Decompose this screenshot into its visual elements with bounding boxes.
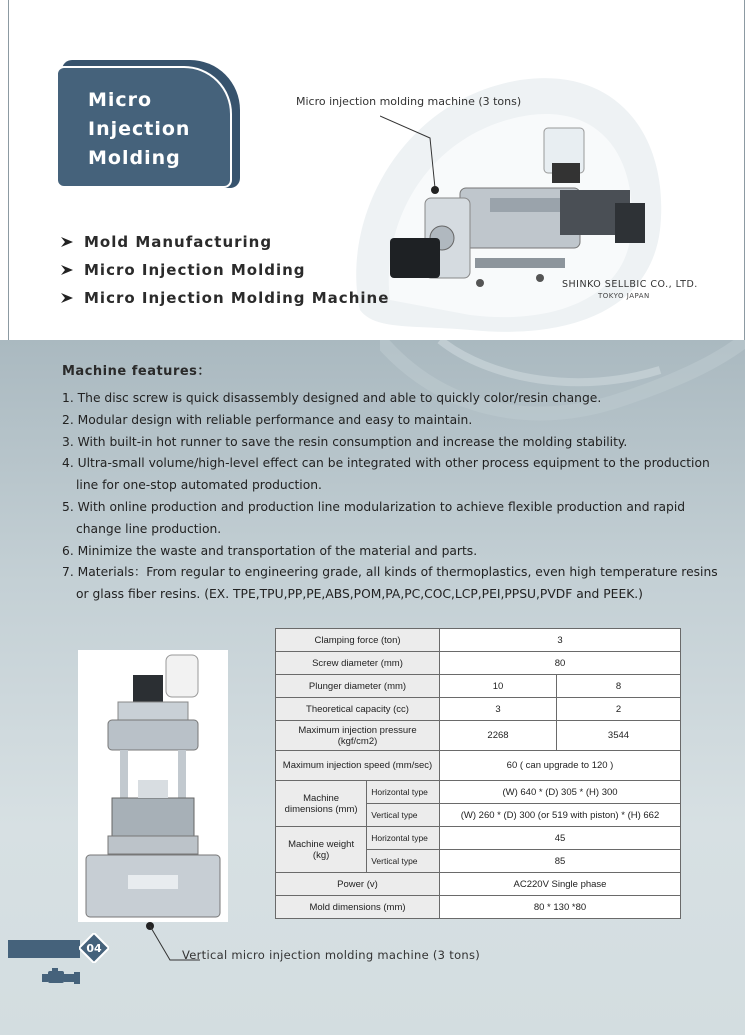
feature-item: 4. Ultra-small volume/high-level effect can be integrated with other process equipment to the production line for one-stop automated production.	[62, 456, 710, 493]
spec-label: Clamping force (ton)	[276, 629, 440, 652]
spec-label: Maximum injection pressure (kgf/cm2)	[276, 721, 440, 751]
feature-item: 5. With online production and production line modularization to achieve flexible production and rapid change line production.	[62, 499, 686, 536]
company-location: TOKYO JAPAN	[598, 292, 650, 300]
spec-label: Machine dimensions (mm)	[276, 781, 367, 827]
topic-label: Mold Manufacturing	[84, 233, 273, 251]
feature-item: 2. Modular design with reliable performance and easy to maintain.	[62, 412, 473, 427]
spec-value: 80 * 130 *80	[440, 896, 681, 919]
spec-value: (W) 640 * (D) 305 * (H) 300	[440, 781, 681, 804]
table-row	[276, 721, 681, 751]
company-name: SHINKO SELLBIC CO., LTD.	[562, 279, 698, 290]
horizontal-machine-image	[380, 108, 680, 308]
table-row	[276, 873, 681, 896]
feature-item: 3. With built-in hot runner to save the resin consumption and increase the molding stability.	[62, 434, 628, 449]
spec-label: Maximum injection speed (mm/sec)	[276, 751, 440, 781]
page-tab-bar	[8, 940, 80, 958]
title-line-1: Micro	[88, 89, 153, 111]
left-rule	[8, 0, 9, 340]
spec-value: 3544	[557, 721, 681, 751]
table-row	[276, 827, 681, 850]
spec-label: Theoretical capacity (cc)	[276, 698, 440, 721]
top-panel	[0, 0, 745, 340]
feature-item: 7. Materials：From regular to engineering grade, all kinds of thermoplastics, even high temperature resins or glass fiber resins. (EX. TPE,TPU,PP,PE,ABS,POM,PA,PC,COC,LCP,PEI,PPSU,PVDF and PEEK.)	[62, 565, 718, 602]
spec-sublabel: Vertical type	[367, 804, 440, 827]
spec-value: 8	[557, 675, 681, 698]
spec-table	[275, 628, 681, 919]
spec-label: Power (v)	[276, 873, 440, 896]
feature-item: 6. Minimize the waste and transportation of the material and parts.	[62, 543, 478, 558]
spec-sublabel: Horizontal type	[367, 827, 440, 850]
spec-sublabel: Vertical type	[367, 850, 440, 873]
table-row	[276, 652, 681, 675]
spec-value: 85	[440, 850, 681, 873]
topic-list	[60, 228, 389, 312]
spec-label: Screw diameter (mm)	[276, 652, 440, 675]
spec-value: 3	[440, 629, 681, 652]
arrow-right-icon	[60, 235, 74, 249]
spec-sublabel: Horizontal type	[367, 781, 440, 804]
horizontal-machine-caption: Micro injection molding machine (3 tons)	[296, 95, 522, 108]
table-row	[276, 629, 681, 652]
spec-value: 2268	[440, 721, 557, 751]
spec-value: 60 ( can upgrade to 120 )	[440, 751, 681, 781]
spec-value: (W) 260 * (D) 300 (or 519 with piston) * (H) 662	[440, 804, 681, 827]
spec-label: Machine weight (kg)	[276, 827, 367, 873]
topic-item-injection	[60, 256, 389, 284]
spec-label: Mold dimensions (mm)	[276, 896, 440, 919]
spec-value: AC220V Single phase	[440, 873, 681, 896]
table-row	[276, 698, 681, 721]
table-row	[276, 896, 681, 919]
vertical-machine-image	[78, 650, 228, 922]
topic-label: Micro Injection Molding Machine	[84, 289, 390, 307]
arrow-right-icon	[60, 291, 74, 305]
title-line-3: Molding	[88, 147, 181, 169]
page-number: 04	[86, 941, 102, 955]
features-list	[62, 388, 722, 606]
spec-value: 2	[557, 698, 681, 721]
feature-item: 1. The disc screw is quick disassembly designed and able to quickly color/resin change.	[62, 391, 602, 405]
vertical-machine-caption: Vertical micro injection molding machine (3 tons)	[182, 948, 481, 962]
machine-icon	[42, 968, 82, 986]
spec-value: 45	[440, 827, 681, 850]
table-row	[276, 751, 681, 781]
page-title	[88, 86, 190, 173]
title-box	[56, 66, 232, 188]
spec-value: 10	[440, 675, 557, 698]
title-line-2: Injection	[88, 118, 191, 140]
topic-label: Micro Injection Molding	[84, 261, 306, 279]
spec-value: 3	[440, 698, 557, 721]
features-title: Machine features：	[62, 364, 211, 379]
spec-label: Plunger diameter (mm)	[276, 675, 440, 698]
spec-value: 80	[440, 652, 681, 675]
table-row	[276, 781, 681, 804]
arrow-right-icon	[60, 263, 74, 277]
topic-item-machine	[60, 284, 389, 312]
topic-item-mold	[60, 228, 389, 256]
table-row	[276, 675, 681, 698]
